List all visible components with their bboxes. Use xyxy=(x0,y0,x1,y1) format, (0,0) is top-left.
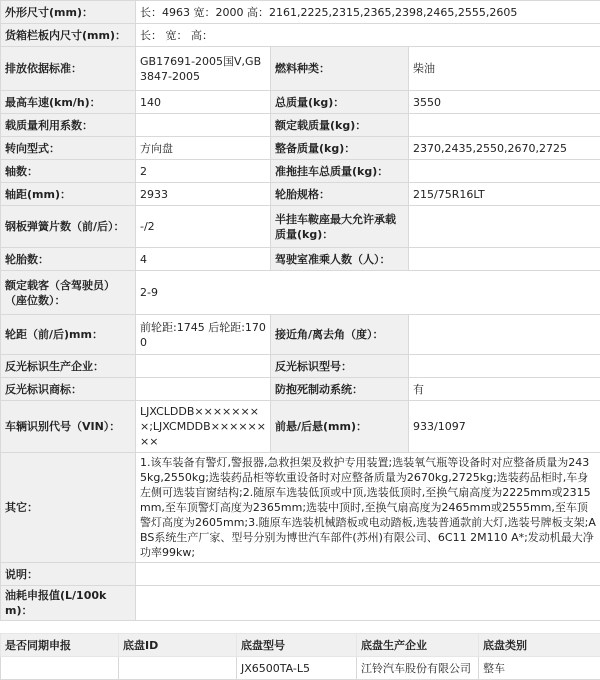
chassis-row xyxy=(1,657,600,680)
load-util-label: 载质量利用系数： xyxy=(1,114,136,137)
reflect-brand-value xyxy=(136,378,271,401)
vin-label: 车辆识别代号（VIN）： xyxy=(1,401,136,453)
axles-label: 轴数： xyxy=(1,160,136,183)
spring-value: -/2 xyxy=(136,206,271,248)
spring-row xyxy=(1,206,600,248)
fuel-value: 柴油 xyxy=(409,47,600,91)
reflect-row-1 xyxy=(1,355,600,378)
speed-label: 最高车速(km/h)： xyxy=(1,91,136,114)
reflect-model-value xyxy=(409,355,600,378)
chassis-table xyxy=(0,633,600,680)
chassis-header-type: 底盘类别 xyxy=(479,634,600,657)
fuel-label: 燃料种类： xyxy=(271,47,409,91)
cargo-value: 长： 宽： 高： xyxy=(136,24,600,47)
steering-value: 方向盘 xyxy=(136,137,271,160)
cab-value xyxy=(409,248,600,271)
load-util-value xyxy=(136,114,271,137)
track-row xyxy=(1,315,600,355)
reflect-model-label: 反光标识型号： xyxy=(271,355,409,378)
reflect-row-2 xyxy=(1,378,600,401)
chassis-header-sync: 是否同期申报 xyxy=(1,634,119,657)
tires-count-label: 轮胎数： xyxy=(1,248,136,271)
cargo-row xyxy=(1,24,600,47)
passengers-label: 额定载客（含驾驶员）（座位数）： xyxy=(1,271,136,315)
fuel-cons-label: 油耗申报值(L/100km)： xyxy=(1,586,136,621)
wheelbase-row xyxy=(1,183,600,206)
chassis-header-model: 底盘型号 xyxy=(237,634,357,657)
chassis-type: 整车 xyxy=(479,657,600,680)
spring-label: 钢板弹簧片数（前/后）： xyxy=(1,206,136,248)
fuel-cons-value xyxy=(136,586,600,621)
overhang-label: 前悬/后悬(mm)： xyxy=(271,401,409,453)
dims-row xyxy=(1,1,600,24)
note-value xyxy=(136,563,600,586)
rated-load-value xyxy=(409,114,600,137)
angle-value xyxy=(409,315,600,355)
chassis-id xyxy=(119,657,237,680)
chassis-maker: 江铃汽车股份有限公司 xyxy=(357,657,479,680)
vin-row xyxy=(1,401,600,453)
reflect-brand-label: 反光标识商标： xyxy=(1,378,136,401)
curb-mass-label: 整备质量(kg)： xyxy=(271,137,409,160)
saddle-label: 半挂车鞍座最大允许承载质量(kg)： xyxy=(271,206,409,248)
emission-label: 排放依据标准： xyxy=(1,47,136,91)
angle-label: 接近角/离去角（度）： xyxy=(271,315,409,355)
tires-count-value: 4 xyxy=(136,248,271,271)
abs-value: 有 xyxy=(409,378,600,401)
chassis-header-row xyxy=(1,634,600,657)
other-row xyxy=(1,453,600,563)
trailer-mass-value xyxy=(409,160,600,183)
vin-value: LJXCLDDB××××××××;LJXCMDDB×××××××× xyxy=(136,401,271,453)
section-gap xyxy=(0,621,600,633)
trailer-mass-label: 准拖挂车总质量(kg)： xyxy=(271,160,409,183)
fuel-cons-row xyxy=(1,586,600,621)
other-value: 1.该车装备有警灯,警报器,急救担架及救护专用装置;选装氧气瓶等设备时对应整备质量为2435kg,2550kg;选装药品柜等软重设备时对应整备质量为2670kg,2725kg;选装药品柜时,车身左侧可选装盲窗结构;2.随原车选装低顶或中顶,选装低顶时,至换气扇高度为2225mm或2315mm,至车顶警灯高度为2365mm;选装中顶时,至换气扇高度为2465mm或2555mm,至车顶警灯高度为2605mm;3.随原车选装机械踏板或电动踏板,选装普通款前大灯,选装号牌板支架;ABS系统生产厂家、型号分别为博世汽车部件(苏州)有限公司、6C11 2M110 A*;发动机最大净功率99kw; xyxy=(136,453,600,563)
speed-row xyxy=(1,91,600,114)
cab-label: 驾驶室准乘人数（人）： xyxy=(271,248,409,271)
rated-load-label: 额定载质量(kg)： xyxy=(271,114,409,137)
note-row xyxy=(1,563,600,586)
axles-value: 2 xyxy=(136,160,271,183)
track-label: 轮距（前/后)mm： xyxy=(1,315,136,355)
passengers-row xyxy=(1,271,600,315)
dims-value: 长：4963 宽：2000 高：2161,2225,2315,2365,2398,2465,2555,2605 xyxy=(136,1,600,24)
wheelbase-label: 轴距(mm)： xyxy=(1,183,136,206)
steering-label: 转向型式： xyxy=(1,137,136,160)
load-row xyxy=(1,114,600,137)
speed-value: 140 xyxy=(136,91,271,114)
curb-mass-value: 2370,2435,2550,2670,2725 xyxy=(409,137,600,160)
chassis-sync xyxy=(1,657,119,680)
overhang-value: 933/1097 xyxy=(409,401,600,453)
emission-value: GB17691-2005国Ⅴ,GB3847-2005 xyxy=(136,47,271,91)
chassis-header-id: 底盘ID xyxy=(119,634,237,657)
abs-label: 防抱死制动系统： xyxy=(271,378,409,401)
note-label: 说明： xyxy=(1,563,136,586)
tires-row xyxy=(1,248,600,271)
wheelbase-value: 2933 xyxy=(136,183,271,206)
saddle-value xyxy=(409,206,600,248)
total-mass-value: 3550 xyxy=(409,91,600,114)
chassis-header-maker: 底盘生产企业 xyxy=(357,634,479,657)
chassis-model: JX6500TA-L5 xyxy=(237,657,357,680)
passengers-value: 2-9 xyxy=(136,271,600,315)
cargo-label: 货箱栏板内尺寸(mm)： xyxy=(1,24,136,47)
other-label: 其它： xyxy=(1,453,136,563)
dims-label: 外形尺寸(mm)： xyxy=(1,1,136,24)
reflect-maker-value xyxy=(136,355,271,378)
axles-row xyxy=(1,160,600,183)
tire-value: 215/75R16LT xyxy=(409,183,600,206)
track-value: 前轮距:1745 后轮距:1700 xyxy=(136,315,271,355)
steering-row xyxy=(1,137,600,160)
tire-label: 轮胎规格： xyxy=(271,183,409,206)
total-mass-label: 总质量(kg)： xyxy=(271,91,409,114)
emission-row xyxy=(1,47,600,91)
reflect-maker-label: 反光标识生产企业： xyxy=(1,355,136,378)
